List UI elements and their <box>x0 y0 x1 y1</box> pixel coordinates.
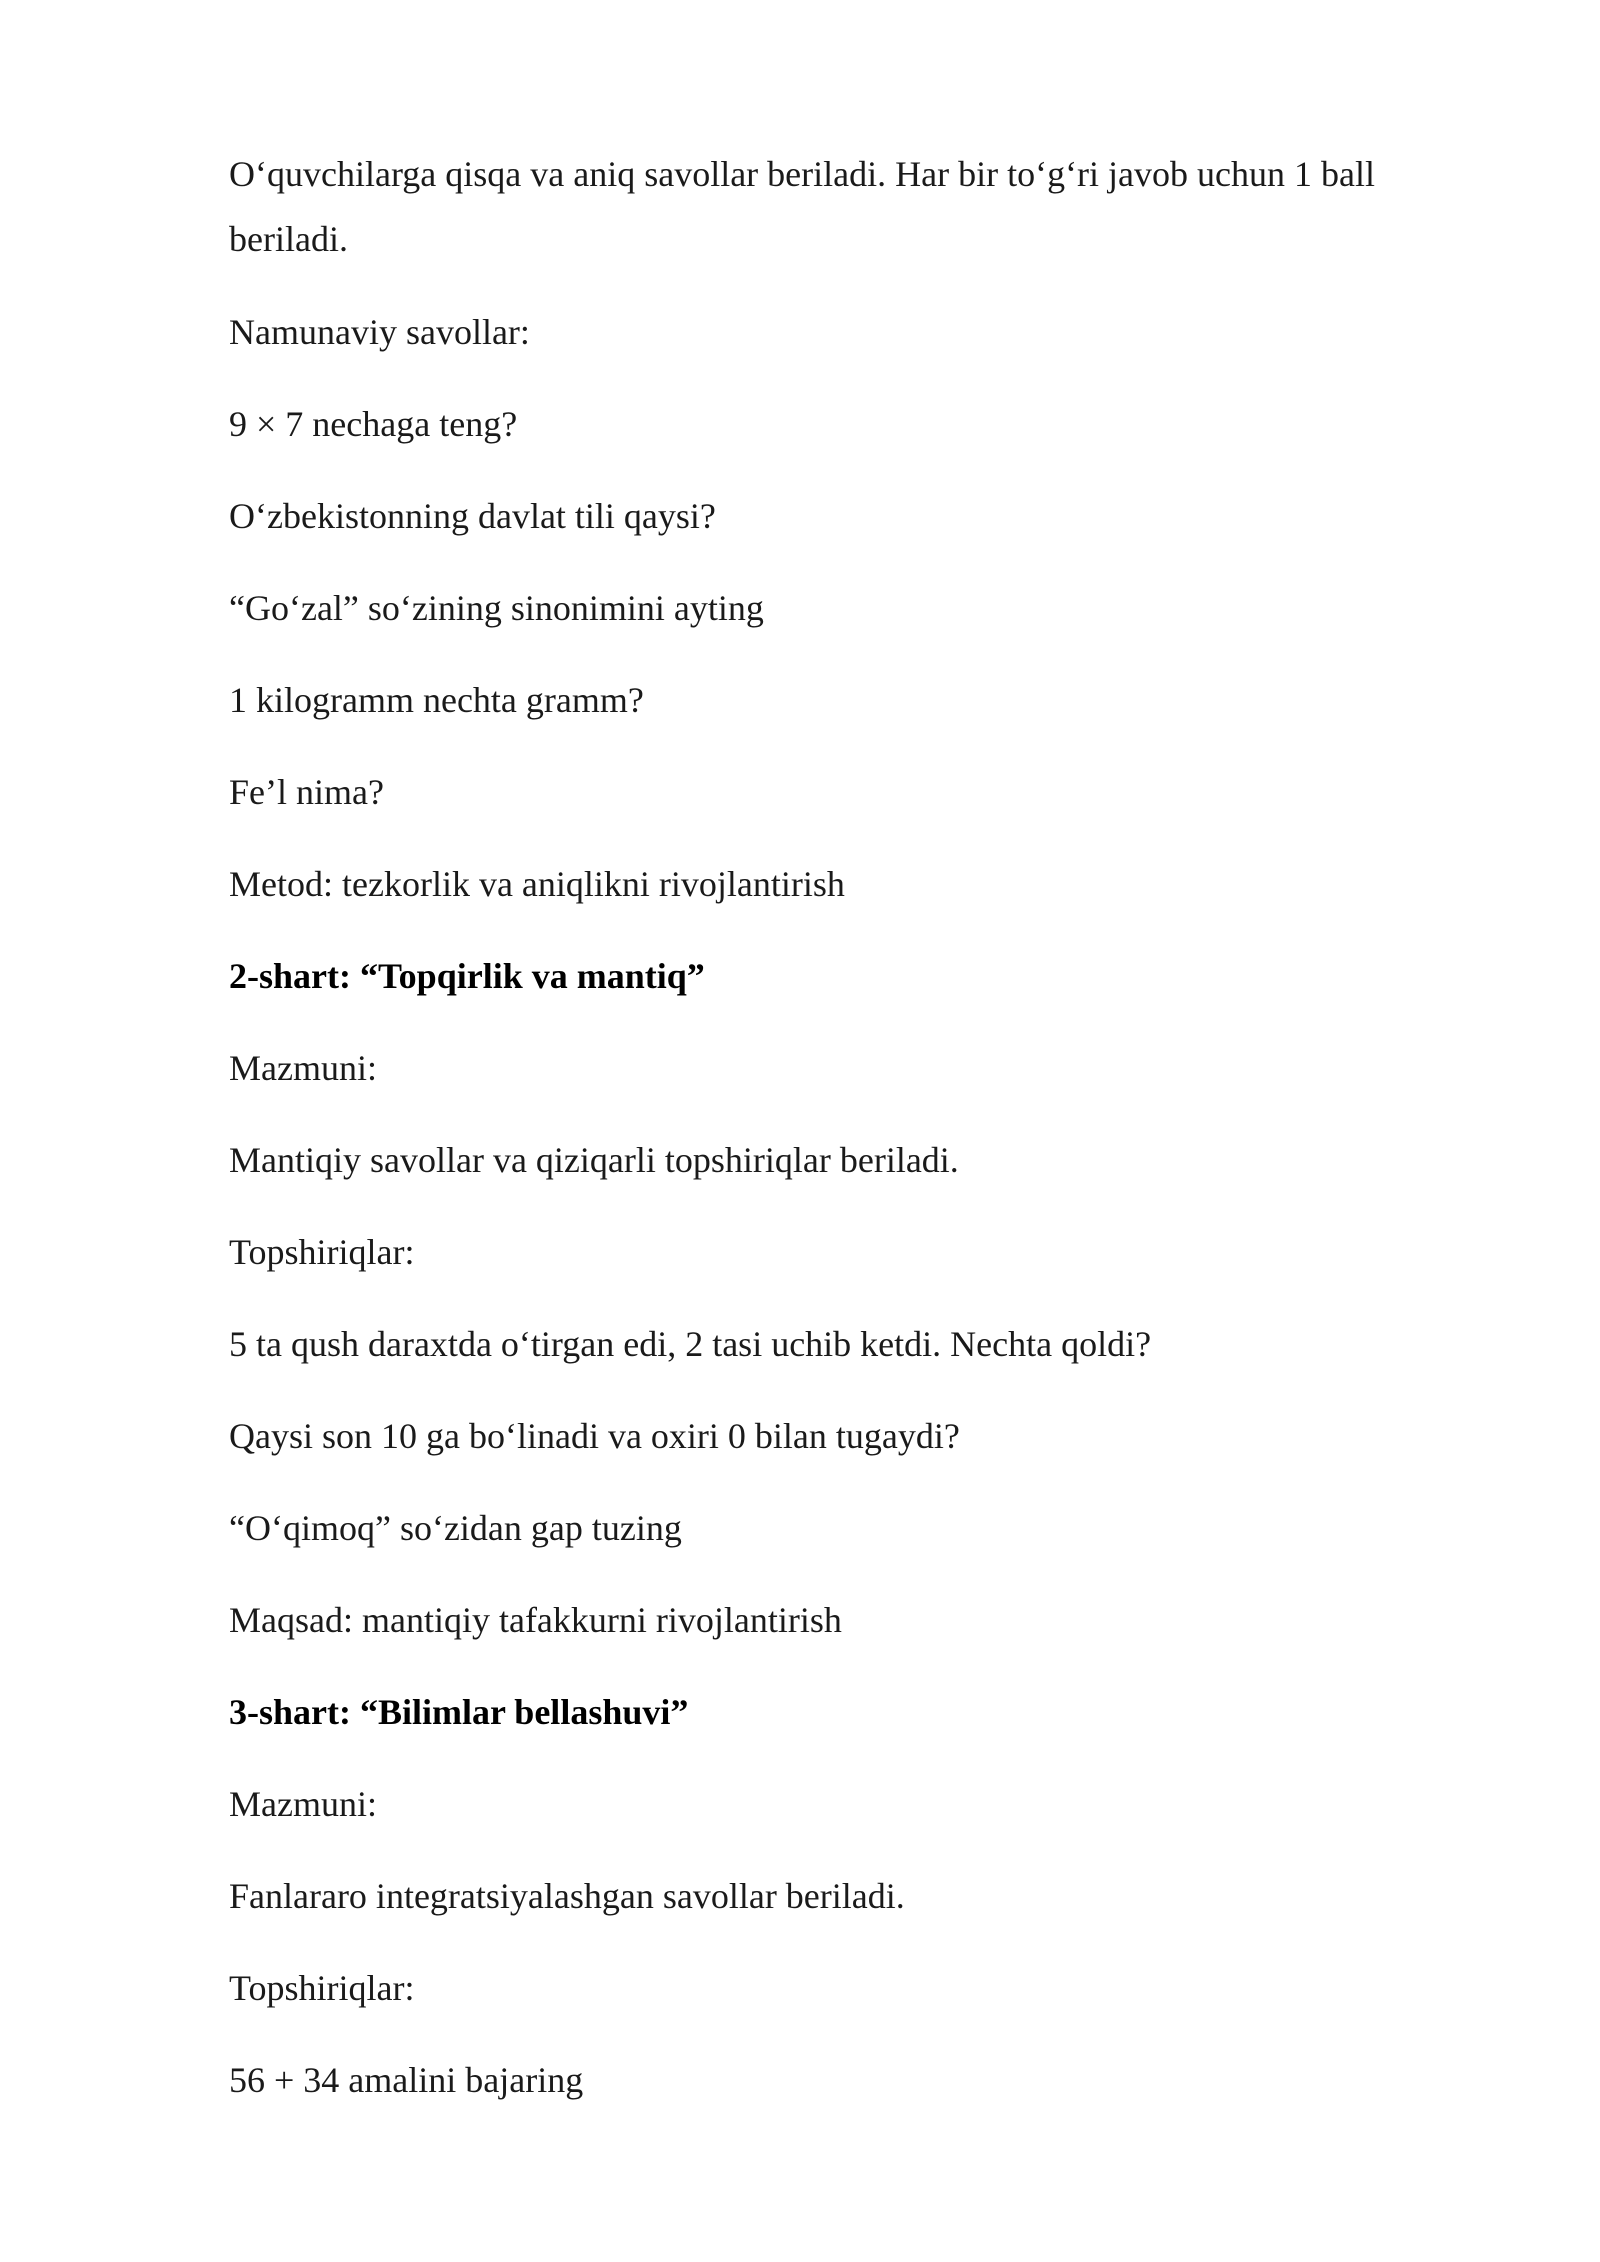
paragraph-tasks-label: Topshiriqlar: <box>229 1968 415 2008</box>
question-item: 9 × 7 nechaga teng? <box>229 404 518 444</box>
section-heading-3: 3-shart: “Bilimlar bellashuvi” <box>229 1692 689 1732</box>
task-item: 56 + 34 amalini bajaring <box>229 2060 584 2100</box>
paragraph-content-label: Mazmuni: <box>229 1048 377 1088</box>
paragraph-tasks-label: Topshiriqlar: <box>229 1232 415 1272</box>
question-item: Fe’l nima? <box>229 772 384 812</box>
paragraph-content: Fanlararo integratsiyalashgan savollar beriladi. <box>229 1876 905 1916</box>
task-item: “O‘qimoq” so‘zidan gap tuzing <box>229 1508 682 1548</box>
paragraph-method: Metod: tezkorlik va aniqlikni rivojlantirish <box>229 864 845 904</box>
paragraph-content: Mantiqiy savollar va qiziqarli topshiriqlar beriladi. <box>229 1140 959 1180</box>
question-item: “Go‘zal” so‘zining sinonimini ayting <box>229 588 764 628</box>
task-item: Qaysi son 10 ga bo‘linadi va oxiri 0 bilan tugaydi? <box>229 1416 960 1456</box>
paragraph-intro: O‘quvchilarga qisqa va aniq savollar beriladi. Har bir to‘g‘ri javob uchun 1 ball beriladi. <box>229 154 1375 259</box>
paragraph-content-label: Mazmuni: <box>229 1784 377 1824</box>
question-item: 1 kilogramm nechta gramm? <box>229 680 644 720</box>
section-heading-2: 2-shart: “Topqirlik va mantiq” <box>229 956 705 996</box>
paragraph-sample-questions-label: Namunaviy savollar: <box>229 312 530 352</box>
document-page <box>229 0 1469 2262</box>
paragraph-goal: Maqsad: mantiqiy tafakkurni rivojlantirish <box>229 1600 842 1640</box>
question-item: O‘zbekistonning davlat tili qaysi? <box>229 496 716 536</box>
task-item: 5 ta qush daraxtda o‘tirgan edi, 2 tasi uchib ketdi. Nechta qoldi? <box>229 1324 1152 1364</box>
